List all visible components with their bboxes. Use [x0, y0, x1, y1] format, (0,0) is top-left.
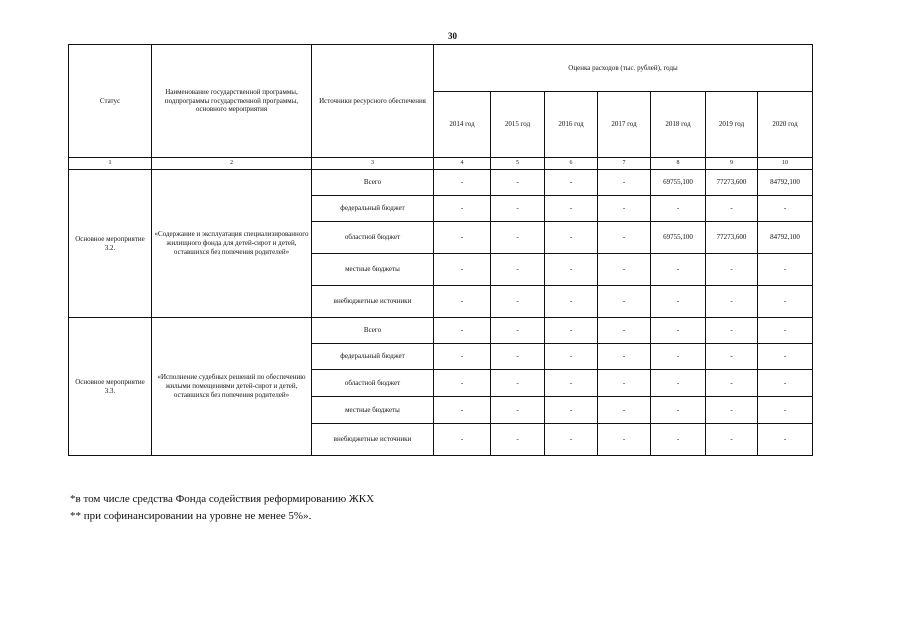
- budget-table: [68, 44, 813, 456]
- value-cell: -: [491, 424, 545, 456]
- header-year: 2015 год: [491, 92, 545, 158]
- resource-source-cell: областной бюджет: [312, 222, 434, 254]
- column-number: 5: [491, 158, 545, 170]
- footnotes: [70, 491, 374, 525]
- resource-source-cell: Всего: [312, 318, 434, 344]
- column-number: 3: [312, 158, 434, 170]
- value-cell: -: [758, 397, 813, 424]
- header-status: Статус: [69, 45, 152, 158]
- header-year: 2019 год: [706, 92, 758, 158]
- value-cell: -: [758, 318, 813, 344]
- value-cell: -: [651, 286, 706, 318]
- value-cell: -: [434, 397, 491, 424]
- table-row: [69, 318, 813, 344]
- header-year: 2017 год: [598, 92, 651, 158]
- value-cell: -: [545, 170, 598, 196]
- value-cell: 77273,600: [706, 170, 758, 196]
- value-cell: -: [598, 344, 651, 370]
- value-cell: -: [434, 344, 491, 370]
- program-name-cell: «Исполнение судебных решений по обеспечению жилыми помещениями детей-сирот и детей, оставшихся без попечения родителей»: [152, 318, 312, 456]
- value-cell: -: [651, 397, 706, 424]
- value-cell: -: [545, 344, 598, 370]
- value-cell: -: [434, 318, 491, 344]
- resource-source-cell: областной бюджет: [312, 370, 434, 397]
- resource-source-cell: местные бюджеты: [312, 254, 434, 286]
- value-cell: -: [598, 286, 651, 318]
- header-program-name: Наименование государственной программы, подпрограммы государственной программы, основного мероприятия: [152, 45, 312, 158]
- value-cell: -: [434, 424, 491, 456]
- column-number: 10: [758, 158, 813, 170]
- header-year: 2018 год: [651, 92, 706, 158]
- value-cell: -: [491, 318, 545, 344]
- value-cell: -: [706, 254, 758, 286]
- value-cell: -: [758, 286, 813, 318]
- value-cell: -: [434, 370, 491, 397]
- value-cell: -: [491, 286, 545, 318]
- value-cell: -: [758, 196, 813, 222]
- header-resource-source: Источники ресурсного обеспечения: [312, 45, 434, 158]
- header-year: 2020 год: [758, 92, 813, 158]
- table-row: [69, 170, 813, 196]
- value-cell: -: [491, 397, 545, 424]
- column-number-row: [69, 158, 813, 170]
- value-cell: -: [651, 196, 706, 222]
- value-cell: -: [491, 196, 545, 222]
- status-cell: Основное мероприятие 3.2.: [69, 170, 152, 318]
- value-cell: -: [651, 254, 706, 286]
- value-cell: -: [434, 254, 491, 286]
- value-cell: 77273,600: [706, 222, 758, 254]
- value-cell: -: [706, 318, 758, 344]
- value-cell: -: [545, 424, 598, 456]
- value-cell: -: [434, 222, 491, 254]
- value-cell: -: [491, 170, 545, 196]
- header-expenses: Оценка расходов (тыс. рублей), годы: [434, 45, 813, 92]
- column-number: 6: [545, 158, 598, 170]
- value-cell: -: [598, 318, 651, 344]
- column-number: 7: [598, 158, 651, 170]
- column-number: 4: [434, 158, 491, 170]
- value-cell: -: [598, 222, 651, 254]
- value-cell: -: [491, 222, 545, 254]
- value-cell: -: [651, 318, 706, 344]
- value-cell: -: [598, 254, 651, 286]
- column-number: 1: [69, 158, 152, 170]
- value-cell: 69755,100: [651, 222, 706, 254]
- resource-source-cell: местные бюджеты: [312, 397, 434, 424]
- column-number: 2: [152, 158, 312, 170]
- value-cell: -: [758, 424, 813, 456]
- resource-source-cell: Всего: [312, 170, 434, 196]
- value-cell: -: [598, 424, 651, 456]
- value-cell: -: [706, 424, 758, 456]
- value-cell: -: [545, 370, 598, 397]
- value-cell: -: [434, 286, 491, 318]
- value-cell: -: [545, 397, 598, 424]
- value-cell: -: [434, 170, 491, 196]
- value-cell: -: [758, 344, 813, 370]
- status-cell: Основное мероприятие 3.3.: [69, 318, 152, 456]
- resource-source-cell: федеральный бюджет: [312, 344, 434, 370]
- resource-source-cell: внебюджетные источники: [312, 286, 434, 318]
- value-cell: 84792,100: [758, 222, 813, 254]
- resource-source-cell: внебюджетные источники: [312, 424, 434, 456]
- value-cell: -: [545, 196, 598, 222]
- value-cell: -: [491, 344, 545, 370]
- value-cell: -: [651, 344, 706, 370]
- value-cell: -: [706, 344, 758, 370]
- footnote: ** при софинансировании на уровне не менее 5%».: [70, 510, 312, 522]
- resource-source-cell: федеральный бюджет: [312, 196, 434, 222]
- value-cell: -: [706, 196, 758, 222]
- value-cell: -: [545, 318, 598, 344]
- column-number: 9: [706, 158, 758, 170]
- value-cell: -: [598, 196, 651, 222]
- value-cell: -: [491, 254, 545, 286]
- value-cell: -: [598, 170, 651, 196]
- value-cell: -: [491, 370, 545, 397]
- header-year: 2016 год: [545, 92, 598, 158]
- header-year: 2014 год: [434, 92, 491, 158]
- value-cell: -: [434, 196, 491, 222]
- value-cell: -: [545, 286, 598, 318]
- value-cell: -: [706, 397, 758, 424]
- footnote: *в том числе средства Фонда содействия реформированию ЖКХ: [70, 493, 375, 505]
- value-cell: -: [598, 397, 651, 424]
- value-cell: 84792,100: [758, 170, 813, 196]
- value-cell: -: [706, 286, 758, 318]
- value-cell: -: [758, 370, 813, 397]
- value-cell: -: [598, 370, 651, 397]
- value-cell: -: [651, 370, 706, 397]
- page-number: 30: [448, 31, 457, 41]
- table-body: [69, 170, 813, 456]
- program-name-cell: «Содержание и эксплуатация специализированного жилищного фонда для детей-сирот и детей, оставшихся без попечения родителей»: [152, 170, 312, 318]
- value-cell: -: [545, 254, 598, 286]
- value-cell: -: [758, 254, 813, 286]
- value-cell: -: [706, 370, 758, 397]
- value-cell: -: [651, 424, 706, 456]
- value-cell: 69755,100: [651, 170, 706, 196]
- value-cell: -: [545, 222, 598, 254]
- column-number: 8: [651, 158, 706, 170]
